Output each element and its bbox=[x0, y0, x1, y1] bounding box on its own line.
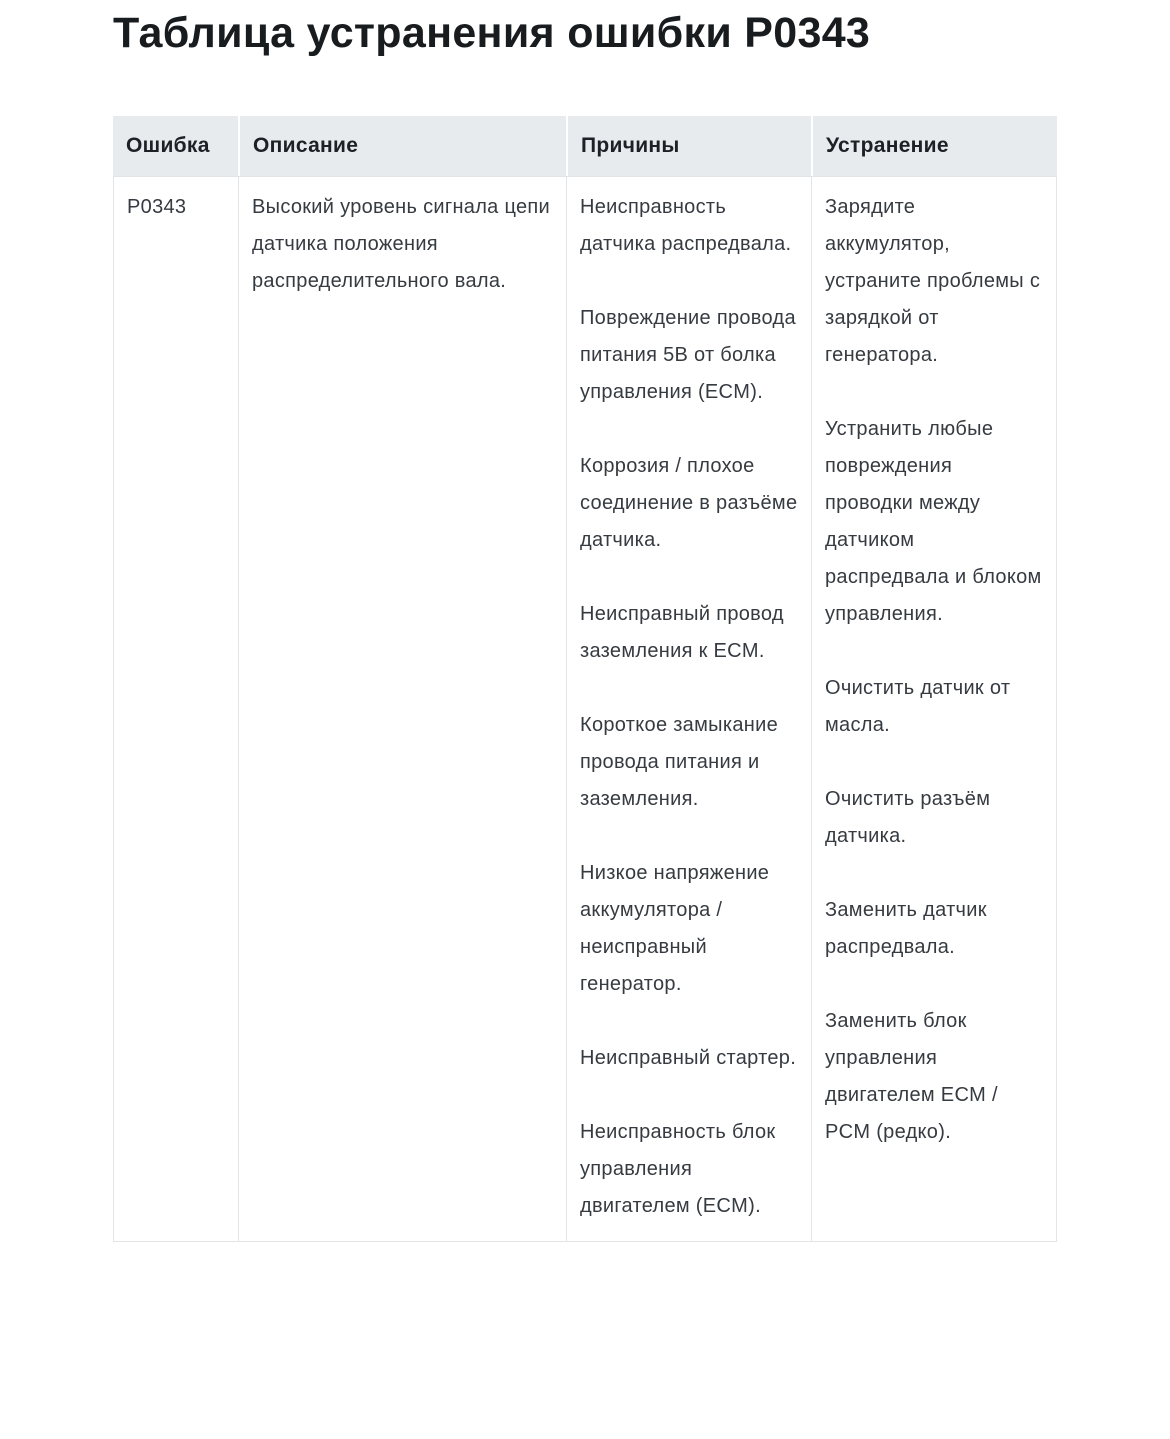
paragraph: Очистить датчик от масла. bbox=[825, 677, 1011, 736]
cell-fixes bbox=[811, 176, 1057, 1242]
column-header-error: Ошибка bbox=[113, 116, 238, 176]
paragraph: Устранить любые повреждения проводки между датчиком распредвала и блоком управления. bbox=[825, 418, 1042, 625]
paragraph: Повреждение провода питания 5В от болка управления (ECM). bbox=[580, 307, 796, 403]
paragraph: Неисправность блок управления двигателем (ECM). bbox=[580, 1121, 776, 1217]
paragraph: Коррозия / плохое соединение в разъёме датчика. bbox=[580, 455, 798, 551]
paragraph: Зарядите аккумулятор, устраните проблемы с зарядкой от генератора. bbox=[825, 196, 1041, 366]
paragraph: Очистить разъём датчика. bbox=[825, 788, 991, 847]
paragraph: Короткое замыкание провода питания и заземления. bbox=[580, 714, 778, 810]
table-body bbox=[113, 176, 1057, 1242]
cell-error-code: P0343 bbox=[113, 176, 238, 1242]
column-header-causes: Причины bbox=[566, 116, 811, 176]
paragraph: Низкое напряжение аккумулятора / неисправный генератор. bbox=[580, 862, 770, 995]
table-row bbox=[113, 176, 1057, 1242]
paragraph: Неисправный провод заземления к ECM. bbox=[580, 603, 784, 662]
table-header-row bbox=[113, 116, 1057, 176]
table-header bbox=[113, 116, 1057, 176]
error-code-table bbox=[113, 116, 1057, 1242]
column-header-fix: Устранение bbox=[811, 116, 1057, 176]
page-title: Таблица устранения ошибки P0343 bbox=[113, 9, 871, 57]
paragraph: Заменить датчик распредвала. bbox=[825, 899, 987, 958]
paragraph: Высокий уровень сигнала цепи датчика положения распределительного вала. bbox=[252, 196, 551, 292]
paragraph: Заменить блок управления двигателем ECM / PCM (редко). bbox=[825, 1010, 998, 1143]
paragraph: Неисправный стартер. bbox=[580, 1047, 797, 1069]
column-header-description: Описание bbox=[238, 116, 566, 176]
paragraph: Неисправность датчика распредвала. bbox=[580, 196, 792, 255]
cell-causes bbox=[566, 176, 811, 1242]
cell-description bbox=[238, 176, 566, 1242]
